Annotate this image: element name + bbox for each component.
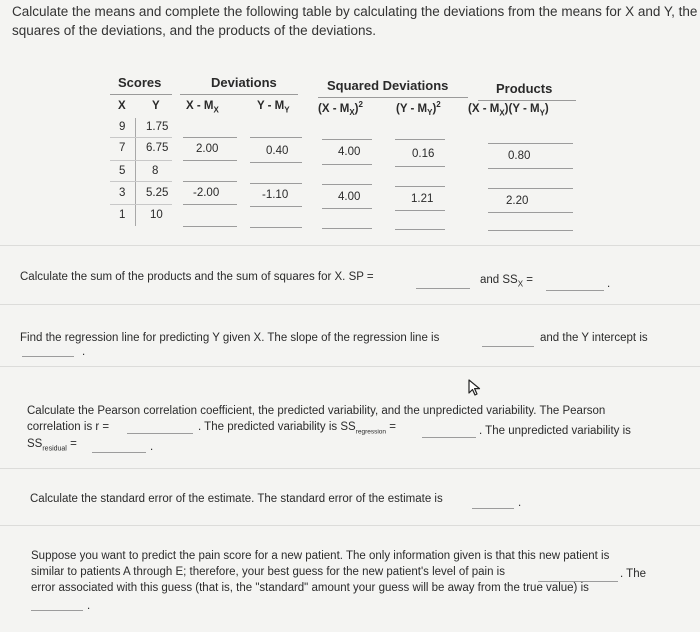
row5-x: 1 <box>119 209 126 221</box>
col-x-sq: $(X - M_X)^2$ <box>318 100 363 118</box>
row3-xsq-blank[interactable] <box>322 184 372 185</box>
ss-residual-label: $SS_{residual}$ = <box>27 438 77 453</box>
row5-xdev-blank[interactable] <box>183 226 237 227</box>
ss-residual-blank[interactable] <box>92 452 146 453</box>
row4-xdev: -2.00 <box>193 187 220 199</box>
guess-error-blank[interactable] <box>31 610 83 611</box>
deviations-header: Deviations <box>211 75 277 90</box>
correlation-blank[interactable] <box>127 433 193 434</box>
row3-prod-blank[interactable] <box>488 188 573 189</box>
row1-xsq-blank[interactable] <box>322 139 372 140</box>
intro-line-2: squares of the deviations, and the products of the deviations. <box>12 23 376 38</box>
row3-ydev-blank[interactable] <box>250 183 302 184</box>
row2-y: 6.75 <box>146 142 169 154</box>
row2-x: 7 <box>119 142 126 154</box>
predict-question-line2: similar to patients A through E; therefore, your best guess for the new patient's level of pain is <box>31 566 505 578</box>
row1-ysq-blank[interactable] <box>395 139 445 140</box>
regression-question: Find the regression line for predicting Y given X. The slope of the regression line is <box>20 332 440 344</box>
row1-xdev-blank[interactable] <box>183 137 237 138</box>
slope-blank[interactable] <box>482 346 534 347</box>
scores-header: Scores <box>118 75 162 90</box>
row5-xsq-blank[interactable] <box>322 228 372 229</box>
products-header: Products <box>496 81 553 96</box>
row5-prod-blank[interactable] <box>488 230 573 231</box>
sum-question: Calculate the sum of the products and the sum of squares for X. SP = <box>20 271 374 283</box>
col-x-dev: X - $M_X$ <box>186 100 219 115</box>
row3-ysq-blank[interactable] <box>395 186 445 187</box>
row4-xsq: 4.00 <box>338 191 361 203</box>
col-y-dev: Y - $M_Y$ <box>257 100 290 115</box>
standard-error-blank[interactable] <box>472 508 514 509</box>
row3-y: 8 <box>152 165 159 177</box>
sp-blank[interactable] <box>416 288 470 289</box>
intercept-label: and the Y intercept is <box>540 332 648 344</box>
ss-regression-blank[interactable] <box>422 437 476 438</box>
ssx-label: and $SS_X$ = <box>480 274 533 289</box>
predict-question-line1: Suppose you want to predict the pain score for a new patient. The only information given is that this new patient is <box>31 550 610 562</box>
squared-deviations-header: Squared Deviations <box>327 78 449 93</box>
row1-prod-blank[interactable] <box>488 143 573 144</box>
ssx-blank[interactable] <box>546 290 604 291</box>
intro-line-1: Calculate the means and complete the following table by calculating the deviations from the means for X and Y, the <box>12 4 698 19</box>
predicted-variability-label: . The predicted variability is $SS_{regression}$ = <box>198 421 396 436</box>
standard-error-question: Calculate the standard error of the estimate. The standard error of the estimate is <box>30 493 443 505</box>
row4-prod: 2.20 <box>506 195 529 207</box>
row4-ysq: 1.21 <box>411 193 434 205</box>
intercept-blank[interactable] <box>22 356 74 357</box>
row2-ydev: 0.40 <box>266 145 289 157</box>
row2-xsq: 4.00 <box>338 146 361 158</box>
col-products: $(X - M_X)(Y - M_Y)$ <box>468 103 549 118</box>
row4-ydev: -1.10 <box>262 189 289 201</box>
unpredicted-variability-label: . The unpredicted variability is <box>479 425 631 437</box>
row2-prod: 0.80 <box>508 150 531 162</box>
predict-question-line3: error associated with this guess (that is, the "standard" amount your guess will be away from the true value) is <box>31 582 589 594</box>
row3-xdev-blank[interactable] <box>183 181 237 182</box>
row1-x: 9 <box>119 121 126 133</box>
row5-y: 10 <box>150 209 163 221</box>
mouse-pointer-icon <box>467 379 483 402</box>
row1-y: 1.75 <box>146 121 169 133</box>
row3-x: 5 <box>119 165 126 177</box>
col-y-sq: $(Y - M_Y)^2$ <box>396 100 441 118</box>
row5-ydev-blank[interactable] <box>250 227 302 228</box>
row4-x: 3 <box>119 187 126 199</box>
row2-xdev: 2.00 <box>196 143 219 155</box>
row1-ydev-blank[interactable] <box>250 137 302 138</box>
pearson-question-line1: Calculate the Pearson correlation coefficient, the predicted variability, and the unpredicted variability. The Pearson <box>27 405 606 417</box>
col-x: X <box>118 100 126 112</box>
row4-y: 5.25 <box>146 187 169 199</box>
col-y: Y <box>152 100 160 112</box>
row2-ysq: 0.16 <box>412 148 435 160</box>
row5-ysq-blank[interactable] <box>395 229 445 230</box>
correlation-label: correlation is r = <box>27 421 110 433</box>
